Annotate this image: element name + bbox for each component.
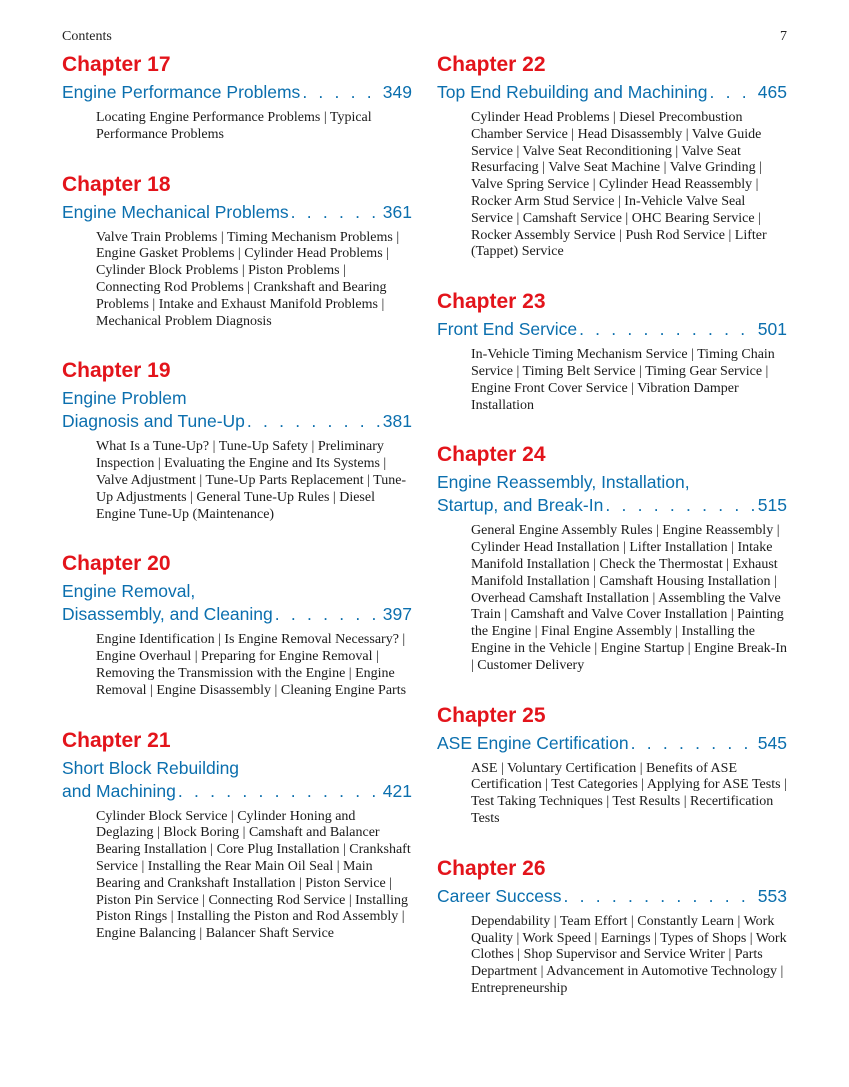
page-ref: 465 [757, 82, 787, 102]
chapter-topics: What Is a Tune-Up? | Tune-Up Safety | Preliminary Inspection | Evaluating the Engine and Its Systems | Valve Adjustment | Tune-Up Parts Replacement | Tune-Up Adjustments | General Tune-Up Rules | Diesel Engine Tune-Up (Maintenance) [96, 439, 407, 522]
title-line [437, 494, 787, 517]
chapter-title-link[interactable] [437, 471, 787, 517]
title-text: Career Success [437, 885, 562, 906]
chapter-topics: General Engine Assembly Rules | Engine Reassembly | Cylinder Head Installation | Lifter Installation | Intake Manifold Installation | Check the Thermostat | Exhaust Manifold Installation | Camshaft Housing Installation | Overhead Camshaft Installation | Assembling the Valve Train | Camshaft and Valve Cover Installation | Painting the Engine | Final Engine Assembly | Installing the Engine in the Vehicle | Engine Startup | Engine Break-In | Customer Delivery [471, 523, 787, 673]
toc-entry-chapter-26 [437, 856, 787, 998]
page-ref: 515 [757, 495, 787, 516]
page-ref: 349 [382, 82, 412, 102]
page-ref: 421 [382, 780, 412, 801]
toc-entry-chapter-18 [62, 172, 412, 331]
toc-entry-chapter-25 [437, 703, 787, 828]
chapter-topics: Cylinder Block Service | Cylinder Honing and Deglazing | Block Boring | Camshaft and Balancer Bearing Installation | Core Plug Installation | Crankshaft Service | Installing the Rear Main Oil Seal | Main Bearing and Crankshaft Installation | Piston Service | Piston Pin Service | Connecting Rod Service | Installing Piston Rings | Installing the Piston and Rod Assembly | Engine Balancing | Balancer Shaft Service [96, 808, 411, 942]
title-line [62, 780, 412, 803]
chapter-topics: Valve Train Problems | Timing Mechanism Problems | Engine Gasket Problems | Cylinder Head Problems | Cylinder Block Problems | Piston Problems | Connecting Rod Problems | Crankshaft and Bearing Problems | Intake and Exhaust Manifold Problems | Mechanical Problem Diagnosis [96, 229, 400, 329]
title-text: Front End Service [437, 319, 578, 340]
title-text: ASE Engine Certification [437, 732, 629, 753]
dot-leader [629, 732, 758, 755]
chapter-number: Chapter 23 [437, 290, 546, 314]
dot-leader [176, 780, 383, 803]
chapter-number: Chapter 25 [437, 703, 546, 727]
chapter-number: Chapter 24 [437, 443, 546, 467]
chapter-topics: ASE | Voluntary Certification | Benefits of ASE Certification | Test Categories | Applying for ASE Tests | Test Taking Techniques | Test Results | Recertification Tests [471, 760, 787, 826]
title-text: Disassembly, and Cleaning [62, 604, 273, 625]
title-line [437, 732, 787, 755]
toc-entry-chapter-19 [62, 358, 412, 523]
title-text: Engine Mechanical Problems [62, 201, 289, 222]
title-line [437, 81, 787, 104]
toc-column-left [62, 52, 412, 971]
toc-entry-chapter-17 [62, 52, 412, 144]
title-text: Startup, and Break-In [437, 495, 604, 516]
title-line [437, 885, 787, 908]
chapter-number: Chapter 18 [62, 172, 171, 196]
chapter-number: Chapter 19 [62, 359, 171, 383]
toc-entry-chapter-24 [437, 442, 787, 674]
chapter-title-link[interactable] [62, 580, 412, 626]
dot-leader [289, 201, 383, 224]
running-head-section: Contents [62, 29, 112, 44]
title-line [62, 81, 412, 104]
chapter-title-link[interactable] [437, 732, 787, 755]
title-line [437, 318, 787, 341]
dot-leader [273, 603, 383, 626]
toc-column-right [437, 52, 787, 1026]
chapter-number: Chapter 22 [437, 53, 546, 76]
chapter-topics: Locating Engine Performance Problems | Typical Performance Problems [96, 110, 372, 142]
toc-entry-chapter-23 [437, 289, 787, 414]
chapter-topics: Dependability | Team Effort | Constantly Learn | Work Quality | Work Speed | Earnings | Types of Shops | Work Clothes | Shop Supervisor and Service Writer | Parts Department | Advancement in Automotive Technology | Entrepreneurship [471, 913, 787, 996]
title-line [62, 410, 412, 433]
chapter-number: Chapter 26 [437, 856, 546, 880]
title-line: Short Block Rebuilding [62, 757, 240, 778]
title-text: Diagnosis and Tune-Up [62, 411, 245, 432]
page-ref: 381 [382, 411, 412, 432]
toc-entry-chapter-22 [437, 52, 787, 261]
toc-entry-chapter-21 [62, 728, 412, 943]
chapter-topics: Cylinder Head Problems | Diesel Precombustion Chamber Service | Head Disassembly | Valve Guide Service | Valve Seat Reconditioning | Valve Seat Resurfacing | Valve Seat Machine | Valve Grinding | Valve Spring Service | Cylinder Head Reassembly | Rocker Arm Stud Service | In-Vehicle Valve Seal Service | Camshaft Service | OHC Bearing Service | Rocker Assembly Service | Push Rod Service | Lifter (Tappet) Service [471, 110, 767, 260]
chapter-number: Chapter 20 [62, 552, 171, 576]
dot-leader [707, 81, 757, 104]
title-line [62, 603, 412, 626]
title-text: Engine Performance Problems [62, 82, 301, 102]
chapter-title-link[interactable] [62, 757, 412, 803]
page-ref: 397 [382, 604, 412, 625]
page-ref: 361 [382, 201, 412, 222]
dot-leader [300, 81, 382, 104]
chapter-number: Chapter 21 [62, 728, 171, 752]
chapter-topics: Engine Identification | Is Engine Removal Necessary? | Engine Overhaul | Preparing for Engine Removal | Removing the Transmission with the Engine | Engine Removal | Engine Disassembly | Cleaning Engine Parts [96, 632, 407, 698]
page-number: 7 [780, 29, 787, 44]
title-line [62, 201, 412, 224]
chapter-topics: In-Vehicle Timing Mechanism Service | Timing Chain Service | Timing Belt Service | Timing Gear Service | Engine Front Cover Service | Vibration Damper Installation [471, 347, 775, 413]
title-text: Top End Rebuilding and Machining [437, 82, 708, 102]
toc-entry-chapter-20 [62, 551, 412, 699]
title-line: Engine Removal, [62, 581, 196, 602]
page-ref: 553 [757, 885, 787, 906]
dot-leader [245, 410, 383, 433]
chapter-title-link[interactable] [62, 387, 412, 433]
chapter-title-link[interactable] [62, 81, 412, 104]
chapter-title-link[interactable] [437, 318, 787, 341]
dot-leader [577, 318, 758, 341]
page-ref: 501 [757, 319, 787, 340]
chapter-title-link[interactable] [62, 201, 412, 224]
title-line: Engine Problem [62, 388, 187, 409]
title-line: Engine Reassembly, Installation, [437, 472, 690, 493]
dot-leader [562, 885, 758, 908]
page-ref: 545 [757, 732, 787, 753]
chapter-title-link[interactable] [437, 885, 787, 908]
chapter-title-link[interactable] [437, 81, 787, 104]
chapter-number: Chapter 17 [62, 53, 171, 76]
title-text: and Machining [62, 780, 176, 801]
dot-leader [603, 494, 757, 517]
